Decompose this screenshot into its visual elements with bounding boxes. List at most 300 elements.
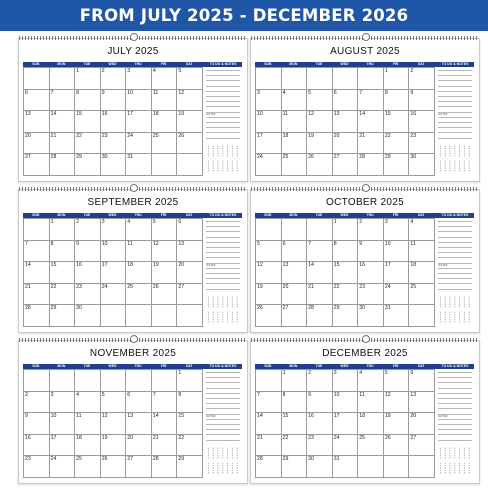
- day-number: 7: [25, 240, 28, 247]
- day-cell: [50, 392, 76, 414]
- note-line: [438, 237, 472, 238]
- day-cell: [282, 90, 308, 112]
- day-number: 31: [384, 305, 391, 312]
- note-line: [438, 122, 472, 123]
- day-cell: [384, 219, 410, 241]
- day-number: 15: [333, 262, 340, 269]
- day-cell: [282, 219, 308, 241]
- day-number: 19: [178, 111, 185, 118]
- note-line: [206, 231, 240, 232]
- day-cell: [307, 241, 333, 263]
- day-number: 12: [178, 89, 185, 96]
- day-cell: [50, 90, 76, 112]
- day-cell: [50, 284, 76, 306]
- weekday-label: TUE: [83, 62, 91, 66]
- mini-calendar: [438, 447, 472, 459]
- notes-header: TO DO & NOTES: [209, 62, 237, 66]
- note-line: [438, 106, 472, 107]
- day-number: 7: [359, 89, 363, 96]
- hanging-hook: [130, 33, 138, 41]
- mini-calendar: [438, 160, 472, 172]
- day-number: 28: [50, 154, 57, 161]
- day-cell: [177, 241, 203, 263]
- day-cell: [282, 392, 308, 414]
- day-number: 8: [282, 391, 286, 398]
- day-number: 26: [308, 154, 314, 161]
- day-number: 17: [50, 434, 57, 441]
- weekday-label: MON: [57, 364, 66, 368]
- mini-calendar: [438, 296, 472, 308]
- note-line: [438, 273, 472, 274]
- day-cell: [177, 90, 203, 112]
- day-cell: [256, 456, 282, 478]
- notes-column: [204, 369, 242, 477]
- weekday-label: THU: [134, 213, 142, 217]
- day-cell: [358, 154, 384, 176]
- day-cell: [152, 111, 178, 133]
- day-number: 4: [282, 89, 286, 96]
- note-line: [206, 398, 240, 399]
- note-line: [206, 273, 240, 274]
- mini-calendar: [206, 447, 240, 459]
- day-cell: [307, 133, 333, 155]
- day-number: 25: [282, 154, 289, 161]
- day-cell: [24, 219, 50, 241]
- day-number: 28: [359, 154, 366, 161]
- day-cell: [177, 133, 203, 155]
- note-line: [438, 382, 472, 383]
- day-number: 19: [101, 434, 108, 441]
- month-title: DECEMBER 2025: [322, 348, 408, 359]
- day-cell: [177, 435, 203, 457]
- day-cell: [358, 262, 384, 284]
- weekday-label: SUN: [32, 364, 40, 368]
- day-cell: [177, 392, 203, 414]
- month-title: JULY 2025: [107, 46, 159, 57]
- day-number: 5: [257, 240, 260, 247]
- note-line: [206, 75, 240, 76]
- note-line: [438, 372, 472, 373]
- day-cell: [333, 413, 359, 435]
- day-number: 1: [282, 370, 286, 376]
- day-number: 24: [101, 283, 108, 290]
- day-cell: [384, 284, 410, 306]
- day-number: 25: [152, 132, 159, 139]
- day-cell: [50, 241, 76, 263]
- day-number: 16: [101, 111, 108, 118]
- day-cell: [282, 456, 308, 478]
- note-line: [438, 398, 472, 399]
- day-cell: [384, 241, 410, 263]
- day-cell: [256, 370, 282, 392]
- weekday-label: MON: [289, 62, 298, 66]
- calendar-page-august-2025: [250, 38, 480, 182]
- day-number: 5: [384, 370, 388, 376]
- weekday-label: SAT: [417, 62, 425, 66]
- day-cell: [75, 111, 101, 133]
- day-number: 2: [101, 68, 105, 74]
- day-cell: [101, 241, 127, 263]
- note-line: [206, 403, 240, 404]
- day-cell: [358, 305, 384, 327]
- day-number: 4: [152, 68, 156, 74]
- day-cell: [152, 435, 178, 457]
- note-line: [438, 75, 472, 76]
- weekday-label: FRI: [160, 62, 167, 66]
- day-number: 13: [282, 262, 289, 269]
- day-number: 11: [127, 240, 133, 247]
- note-line: [206, 289, 240, 290]
- day-number: 28: [25, 305, 31, 312]
- day-number: 30: [308, 456, 314, 463]
- day-cell: [409, 133, 435, 155]
- note-line: [438, 226, 472, 227]
- note-line: [206, 127, 240, 128]
- note-line: [438, 393, 472, 394]
- day-cell: [384, 392, 410, 414]
- day-cell: [50, 154, 76, 176]
- day-cell: [333, 370, 359, 392]
- day-cell: [282, 305, 308, 327]
- note-line: [206, 377, 240, 378]
- note-line: [438, 80, 472, 81]
- day-number: 13: [178, 240, 185, 247]
- note-line: [438, 388, 472, 389]
- day-cell: [256, 133, 282, 155]
- day-number: 19: [257, 283, 263, 290]
- day-cell: [24, 241, 50, 263]
- day-number: 4: [127, 219, 131, 225]
- day-cell: [24, 305, 50, 327]
- note-line: [438, 408, 472, 409]
- day-number: 15: [178, 413, 185, 420]
- day-number: 10: [257, 111, 263, 118]
- day-cell: [409, 154, 435, 176]
- day-number: 1: [333, 219, 337, 225]
- day-cell: [384, 262, 410, 284]
- day-cell: [384, 111, 410, 133]
- day-number: 25: [76, 456, 82, 463]
- day-number: 11: [410, 240, 416, 247]
- day-number: 28: [152, 456, 159, 463]
- notes-label: NOTES: [438, 263, 448, 267]
- day-number: 7: [50, 89, 54, 96]
- notes-header: TO DO & NOTES: [441, 62, 469, 66]
- day-number: 10: [333, 391, 340, 398]
- note-line: [438, 127, 472, 128]
- day-number: 2: [25, 391, 28, 398]
- day-cell: [126, 305, 152, 327]
- weekday-label: SAT: [417, 213, 425, 217]
- day-number: 3: [50, 391, 54, 398]
- day-number: 5: [308, 89, 312, 96]
- day-number: 18: [359, 413, 366, 420]
- day-cell: [101, 133, 127, 155]
- day-cell: [75, 284, 101, 306]
- day-cell: [307, 392, 333, 414]
- day-number: 23: [101, 132, 108, 139]
- day-number: 14: [152, 413, 159, 420]
- day-number: 5: [101, 391, 105, 398]
- note-line: [438, 440, 472, 441]
- day-cell: [333, 305, 359, 327]
- note-line: [438, 138, 472, 139]
- day-number: 22: [282, 434, 289, 441]
- day-cell: [101, 68, 127, 90]
- day-number: 11: [359, 391, 365, 398]
- day-cell: [333, 111, 359, 133]
- day-cell: [50, 262, 76, 284]
- day-number: 31: [333, 456, 340, 463]
- day-cell: [24, 370, 50, 392]
- day-number: 16: [308, 413, 314, 420]
- day-number: 8: [384, 89, 388, 96]
- day-number: 29: [333, 305, 340, 312]
- notes-label: NOTES: [206, 414, 216, 418]
- day-cell: [177, 219, 203, 241]
- day-cell: [177, 456, 203, 478]
- day-number: 23: [76, 283, 82, 290]
- day-cell: [256, 68, 282, 90]
- day-cell: [50, 219, 76, 241]
- weekday-label: TUE: [315, 62, 323, 66]
- mini-calendar: [206, 160, 240, 172]
- day-cell: [75, 392, 101, 414]
- note-line: [206, 388, 240, 389]
- day-cell: [177, 370, 203, 392]
- day-number: 29: [384, 154, 391, 161]
- day-number: 27: [178, 283, 185, 290]
- day-number: 12: [101, 413, 108, 420]
- day-cell: [256, 392, 282, 414]
- notes-column: [436, 67, 474, 175]
- note-line: [438, 86, 472, 87]
- day-cell: [75, 305, 101, 327]
- day-cell: [101, 284, 127, 306]
- day-number: 16: [410, 111, 417, 118]
- day-cell: [256, 154, 282, 176]
- day-cell: [177, 305, 203, 327]
- day-number: 9: [308, 391, 312, 398]
- day-number: 22: [76, 132, 82, 139]
- day-cell: [101, 370, 127, 392]
- calendar-page-november-2025: [18, 340, 248, 484]
- day-cell: [152, 284, 178, 306]
- note-line: [206, 408, 240, 409]
- note-line: [438, 434, 472, 435]
- day-cell: [75, 262, 101, 284]
- day-number: 20: [25, 132, 31, 139]
- note-line: [206, 86, 240, 87]
- day-number: 30: [410, 154, 417, 161]
- day-number: 4: [410, 219, 414, 225]
- day-cell: [101, 219, 127, 241]
- note-line: [438, 231, 472, 232]
- day-cell: [101, 90, 127, 112]
- day-number: 19: [384, 413, 391, 420]
- day-number: 21: [308, 283, 314, 290]
- day-cell: [409, 392, 435, 414]
- day-cell: [126, 219, 152, 241]
- day-cell: [152, 154, 178, 176]
- day-number: 26: [101, 456, 108, 463]
- day-number: 27: [333, 154, 340, 161]
- note-line: [438, 419, 472, 420]
- day-number: 24: [50, 456, 57, 463]
- note-line: [438, 278, 472, 279]
- day-cell: [282, 111, 308, 133]
- day-cell: [152, 90, 178, 112]
- notes-column: [436, 369, 474, 477]
- day-number: 10: [127, 89, 134, 96]
- month-grid: [255, 67, 435, 176]
- day-number: 3: [384, 219, 388, 225]
- day-number: 18: [410, 262, 417, 269]
- day-number: 3: [127, 68, 131, 74]
- note-line: [206, 106, 240, 107]
- day-number: 17: [384, 262, 391, 269]
- day-cell: [152, 241, 178, 263]
- day-cell: [358, 133, 384, 155]
- note-line: [206, 424, 240, 425]
- month-grid: [23, 369, 203, 478]
- day-cell: [75, 435, 101, 457]
- note-line: [206, 237, 240, 238]
- day-cell: [256, 413, 282, 435]
- day-cell: [409, 241, 435, 263]
- weekday-label: THU: [134, 364, 142, 368]
- day-number: 13: [333, 111, 340, 118]
- calendar-page-december-2025: [250, 340, 480, 484]
- day-number: 2: [410, 68, 414, 74]
- day-number: 25: [410, 283, 417, 290]
- day-cell: [333, 68, 359, 90]
- day-cell: [333, 133, 359, 155]
- day-number: 14: [257, 413, 263, 420]
- day-number: 23: [25, 456, 31, 463]
- day-cell: [101, 413, 127, 435]
- day-cell: [152, 219, 178, 241]
- day-cell: [126, 133, 152, 155]
- day-number: 11: [282, 111, 288, 118]
- day-number: 29: [178, 456, 185, 463]
- day-cell: [384, 305, 410, 327]
- day-cell: [282, 133, 308, 155]
- day-number: 18: [152, 111, 159, 118]
- day-number: 24: [127, 132, 134, 139]
- day-cell: [282, 435, 308, 457]
- day-cell: [24, 413, 50, 435]
- calendar-page-october-2025: [250, 189, 480, 333]
- notes-label: NOTES: [438, 112, 448, 116]
- day-number: 6: [127, 391, 131, 398]
- day-number: 17: [127, 111, 134, 118]
- day-cell: [282, 284, 308, 306]
- weekday-label: SUN: [264, 213, 272, 217]
- day-cell: [126, 241, 152, 263]
- note-line: [438, 429, 472, 430]
- day-cell: [75, 90, 101, 112]
- mini-calendar: [206, 296, 240, 308]
- weekday-label: TUE: [315, 364, 323, 368]
- day-number: 13: [25, 111, 31, 118]
- day-cell: [409, 435, 435, 457]
- day-number: 2: [359, 219, 363, 225]
- day-cell: [256, 284, 282, 306]
- hanging-hook: [362, 33, 370, 41]
- note-line: [438, 403, 472, 404]
- day-number: 6: [410, 370, 414, 376]
- note-line: [206, 91, 240, 92]
- day-number: 27: [282, 305, 289, 312]
- day-number: 1: [178, 370, 182, 376]
- day-number: 30: [76, 305, 82, 312]
- month-grid: [255, 218, 435, 327]
- day-number: 8: [178, 391, 182, 398]
- note-line: [438, 289, 472, 290]
- day-cell: [50, 456, 76, 478]
- day-number: 22: [333, 283, 340, 290]
- day-number: 20: [178, 262, 185, 269]
- day-number: 20: [333, 132, 340, 139]
- day-number: 6: [178, 219, 182, 225]
- day-cell: [358, 90, 384, 112]
- weekday-label: WED: [340, 213, 349, 217]
- day-cell: [358, 284, 384, 306]
- day-cell: [152, 305, 178, 327]
- day-number: 11: [152, 89, 159, 96]
- weekday-label: FRI: [160, 364, 167, 368]
- day-cell: [50, 370, 76, 392]
- note-line: [438, 101, 472, 102]
- day-number: 27: [127, 456, 134, 463]
- day-cell: [384, 90, 410, 112]
- note-line: [206, 132, 240, 133]
- day-cell: [75, 413, 101, 435]
- day-cell: [101, 435, 127, 457]
- weekday-label: THU: [134, 62, 142, 66]
- note-line: [206, 257, 240, 258]
- day-cell: [177, 68, 203, 90]
- weekday-label: THU: [366, 62, 374, 66]
- day-number: 11: [76, 413, 82, 420]
- day-cell: [24, 90, 50, 112]
- weekday-label: SUN: [264, 364, 272, 368]
- day-cell: [152, 413, 178, 435]
- day-number: 9: [410, 89, 414, 96]
- day-cell: [75, 154, 101, 176]
- hanging-hook: [362, 184, 370, 192]
- mini-calendar: [206, 311, 240, 323]
- month-title: AUGUST 2025: [330, 46, 400, 57]
- day-cell: [384, 456, 410, 478]
- weekday-label: MON: [57, 62, 66, 66]
- mini-calendar: [206, 462, 240, 474]
- mini-calendar: [438, 311, 472, 323]
- day-number: 10: [50, 413, 57, 420]
- day-cell: [75, 133, 101, 155]
- day-number: 26: [178, 132, 185, 139]
- day-cell: [409, 111, 435, 133]
- day-number: 17: [257, 132, 263, 139]
- note-line: [438, 117, 472, 118]
- note-line: [206, 221, 240, 222]
- day-cell: [333, 90, 359, 112]
- day-number: 6: [282, 240, 286, 247]
- day-cell: [126, 456, 152, 478]
- day-cell: [307, 90, 333, 112]
- hanging-hook: [362, 335, 370, 343]
